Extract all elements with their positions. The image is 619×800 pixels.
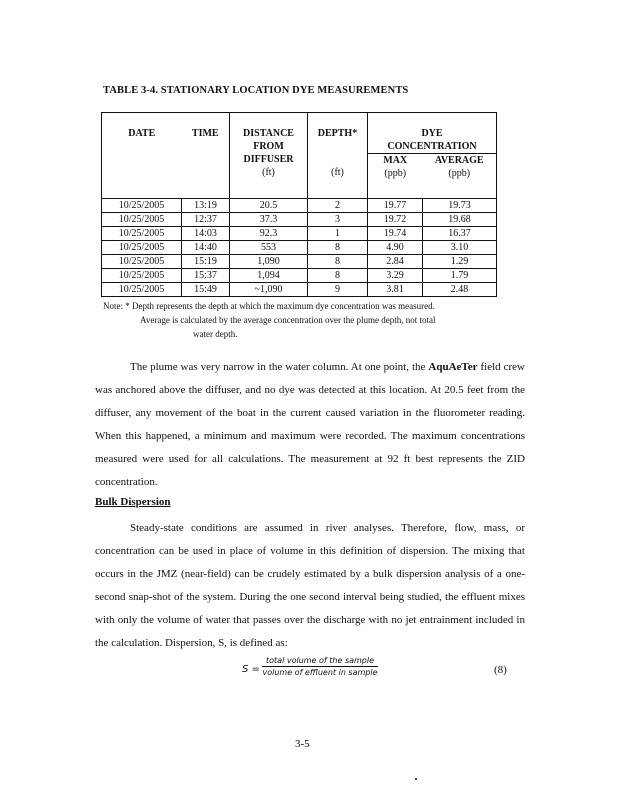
cell-max: 3.81	[368, 283, 423, 297]
cell-time: 15:19	[182, 255, 230, 269]
cell-max: 3.29	[368, 269, 423, 283]
paragraph-bulk-dispersion: Steady-state conditions are assumed in river analyses. Therefore, flow, mass, or concentration can be used in place of volume in this definition of dispersion. The mixing that occurs in the JMZ (near-field) can be crudely estimated by a bulk dispersion analysis of a one-second snap-shot of the system. During the one second interval being studied, the effluent mixes with only the volume of water that passes over the discharge with no jet entrainment included in the calculation. Dispersion, S, is defined as:	[95, 522, 525, 649]
header-dye-concentration: DYE CONCENTRATION	[368, 113, 497, 154]
note-line-1: * Depth represents the depth at which the maximum dye concentration was measured.	[125, 301, 435, 311]
equation-numerator: total volume of the sample	[262, 656, 378, 667]
cell-time: 13:19	[182, 199, 230, 213]
cell-depth: 9	[308, 283, 368, 297]
cell-average: 2.48	[423, 283, 497, 297]
cell-max: 2.84	[368, 255, 423, 269]
section-heading: Bulk Dispersion	[95, 496, 171, 508]
cell-date: 10/25/2005	[102, 199, 182, 213]
cell-distance: 1,090	[230, 255, 308, 269]
cell-time: 12:37	[182, 213, 230, 227]
page-number: 3-5	[295, 738, 310, 750]
cell-date: 10/25/2005	[102, 213, 182, 227]
cell-average: 3.10	[423, 241, 497, 255]
cell-distance: 1,094	[230, 269, 308, 283]
cell-max: 19.77	[368, 199, 423, 213]
equation-fraction	[262, 656, 378, 677]
scan-speck	[415, 778, 417, 780]
cell-max: 19.72	[368, 213, 423, 227]
paragraph-plume: The plume was very narrow in the water column. At one point, the AquAeTer field crew was anchored above the diffuser, and no dye was detected at this location. At 20.5 feet from the diffuser, any movement of the boat in the current caused variation in the fluorometer reading. When this happened, a minimum and maximum were recorded. The maximum concentrations measured were used for all calculations. The measurement at 92 ft best represents the ZID concentration.	[95, 361, 525, 488]
cell-distance: ~1,090	[230, 283, 308, 297]
cell-depth: 1	[308, 227, 368, 241]
header-depth: DEPTH* (ft)	[308, 113, 368, 199]
header-average: AVERAGE (ppb)	[423, 154, 497, 199]
table-row	[102, 283, 497, 297]
cell-distance: 20.5	[230, 199, 308, 213]
cell-average: 1.29	[423, 255, 497, 269]
cell-depth: 8	[308, 255, 368, 269]
cell-average: 19.68	[423, 213, 497, 227]
cell-depth: 2	[308, 199, 368, 213]
table-row	[102, 199, 497, 213]
dye-measurements-table	[101, 112, 497, 297]
table-row	[102, 227, 497, 241]
cell-depth: 8	[308, 241, 368, 255]
table-row	[102, 269, 497, 283]
cell-distance: 92.3	[230, 227, 308, 241]
header-time: TIME	[182, 113, 230, 199]
table-row	[102, 241, 497, 255]
equation-denominator: volume of effluent in sample	[262, 668, 378, 677]
cell-time: 14:03	[182, 227, 230, 241]
note-label: Note:	[103, 301, 123, 311]
note-line-3: water depth.	[193, 329, 238, 339]
cell-average: 1.79	[423, 269, 497, 283]
header-date: DATE	[102, 113, 182, 199]
cell-max: 4.90	[368, 241, 423, 255]
dispersion-equation	[200, 654, 520, 694]
cell-average: 19.73	[423, 199, 497, 213]
table-row	[102, 213, 497, 227]
cell-time: 15:37	[182, 269, 230, 283]
cell-date: 10/25/2005	[102, 283, 182, 297]
table-caption: TABLE 3-4. STATIONARY LOCATION DYE MEASUREMENTS	[103, 85, 409, 96]
company-name: AquAeTer	[428, 361, 478, 373]
cell-depth: 3	[308, 213, 368, 227]
cell-date: 10/25/2005	[102, 241, 182, 255]
cell-date: 10/25/2005	[102, 269, 182, 283]
equation-number: (8)	[494, 664, 507, 676]
cell-max: 19.74	[368, 227, 423, 241]
cell-date: 10/25/2005	[102, 255, 182, 269]
cell-average: 16.37	[423, 227, 497, 241]
header-distance: DISTANCE FROM DIFFUSER (ft)	[230, 113, 308, 199]
note-line-2: Average is calculated by the average concentration over the plume depth, not total	[140, 315, 436, 325]
cell-distance: 553	[230, 241, 308, 255]
table-row	[102, 255, 497, 269]
cell-distance: 37.3	[230, 213, 308, 227]
cell-time: 15:49	[182, 283, 230, 297]
cell-date: 10/25/2005	[102, 227, 182, 241]
cell-depth: 8	[308, 269, 368, 283]
header-max: MAX (ppb)	[368, 154, 423, 199]
equation-lhs: S =	[242, 664, 260, 675]
table-note	[103, 299, 523, 341]
cell-time: 14:40	[182, 241, 230, 255]
